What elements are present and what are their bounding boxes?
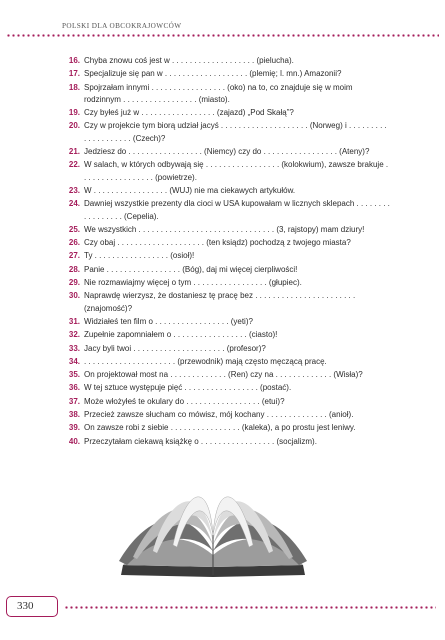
exercise-number: 23.: [68, 185, 80, 195]
exercise-text: Zupełnie zapomniałem o . . . . . . . . . . . . . . . . . (ciasto)!: [84, 330, 278, 340]
page-number-badge: [6, 596, 58, 617]
exercise-number: 39.: [68, 423, 80, 433]
exercise-item: [62, 264, 390, 276]
exercise-text: Jacy byli twoi . . . . . . . . . . . . . . . . . . . . . (profesor)?: [84, 343, 266, 353]
exercise-item: [62, 436, 390, 448]
exercise-item: [62, 146, 390, 158]
exercise-item: [62, 329, 390, 341]
exercise-number: 31.: [68, 316, 80, 326]
exercise-number: 24.: [68, 199, 80, 209]
exercise-number: 32.: [68, 330, 80, 340]
exercise-item: [62, 198, 390, 223]
exercise-number: 29.: [68, 278, 80, 288]
exercise-text: Panie . . . . . . . . . . . . . . . . . (Bóg), daj mi więcej cierpliwości!: [84, 264, 298, 274]
exercise-number: 17.: [68, 69, 80, 79]
exercise-item: [62, 120, 390, 145]
exercise-number: 33.: [68, 343, 80, 353]
exercise-number: 28.: [68, 264, 80, 274]
running-header-title: POLSKI DLA OBCOKRAJOWCÓW: [62, 22, 182, 30]
exercise-item: [62, 422, 390, 434]
exercise-item: [62, 82, 390, 107]
exercise-number: 20.: [68, 121, 80, 131]
exercise-text: Specjalizuje się pan w . . . . . . . . . . . . . . . . . . . (plemię; l. mn.) Amazonii?: [84, 69, 342, 79]
exercise-text: W salach, w których odbywają się . . . . . . . . . . . . . . . . . (kolokwium), zawsze brakuje . . . . . . . . . . . . . . . . . (powietrze).: [84, 160, 389, 182]
exercise-text: Nie rozmawiajmy więcej o tym . . . . . . . . . . . . . . . . . (głupiec).: [84, 278, 302, 288]
exercise-number: 26.: [68, 238, 80, 248]
exercise-item: [62, 316, 390, 328]
exercise-text: On zawsze robi z siebie . . . . . . . . . . . . . . . . (kaleka), a po prostu jest leniwy.: [84, 423, 356, 433]
exercise-item: [62, 224, 390, 236]
exercise-item: [62, 343, 390, 355]
exercise-text: Czy w projekcie tym biorą udział jacyś . . . . . . . . . . . . . . . . . . . . (Norweg) i . . . . . . . . . . . . . . . . . . . . (Czech)?: [84, 121, 387, 143]
exercise-number: 18.: [68, 82, 80, 92]
exercise-number: 40.: [68, 436, 80, 446]
exercise-item: [62, 237, 390, 249]
exercise-number: 36.: [68, 383, 80, 393]
exercise-text: Może włożyłeś te okulary do . . . . . . . . . . . . . . . . . (etui)?: [84, 396, 285, 406]
exercise-number: 22.: [68, 160, 80, 170]
footer-dotted-divider: [64, 606, 436, 609]
exercise-number: 34.: [68, 356, 80, 366]
exercise-item: [62, 382, 390, 394]
exercise-text: Czy obaj . . . . . . . . . . . . . . . . . . . . (ten ksiądz) pochodzą z twojego miasta?: [84, 238, 351, 248]
exercise-text: On projektował most na . . . . . . . . . . . . . (Ren) czy na . . . . . . . . . . . . . (Wisła)?: [84, 370, 363, 380]
exercise-text: Ty . . . . . . . . . . . . . . . . . (osioł)!: [84, 251, 195, 261]
exercise-item: [62, 277, 390, 289]
open-book-illustration: [113, 475, 313, 587]
exercise-text: Przecież zawsze słucham co mówisz, mój kochany . . . . . . . . . . . . . . (anioł).: [84, 410, 354, 420]
exercise-text: W tej sztuce występuje pięć . . . . . . . . . . . . . . . . . (postać).: [84, 383, 292, 393]
exercise-item: [62, 107, 390, 119]
exercise-item: [62, 55, 390, 67]
exercise-text: Naprawdę wierzysz, że dostaniesz tę pracę bez . . . . . . . . . . . . . . . . . . . . . . . (znajomość)?: [84, 291, 356, 313]
exercise-text: We wszystkich . . . . . . . . . . . . . . . . . . . . . . . . . . . . . . . (3, rajstopy) mam dziury!: [84, 224, 365, 234]
header-dotted-divider: [6, 34, 439, 37]
exercise-number: 21.: [68, 147, 80, 157]
exercise-item: [62, 396, 390, 408]
exercise-number: 37.: [68, 396, 80, 406]
exercise-item: [62, 159, 390, 184]
exercise-number: 38.: [68, 410, 80, 420]
exercise-number: 19.: [68, 108, 80, 118]
exercise-number: 35.: [68, 370, 80, 380]
exercise-number: 30.: [68, 291, 80, 301]
page-number: 330: [17, 600, 34, 612]
exercise-item: [62, 290, 390, 315]
exercise-text: Przeczytałam ciekawą książkę o . . . . . . . . . . . . . . . . . (socjalizm).: [84, 436, 317, 446]
exercise-text: Spojrzałam innymi . . . . . . . . . . . . . . . . . (oko) na to, co znajduje się w moim rodzinnym . . . . . . . . . . . . . . . . . (miasto).: [84, 82, 353, 104]
exercise-text: . . . . . . . . . . . . . . . . . . . . . (przewodnik) mają często męczącą pracę.: [84, 356, 327, 366]
exercise-text: Czy byłeś już w . . . . . . . . . . . . . . . . . (zajazd) „Pod Skałą”?: [84, 108, 294, 118]
exercise-item: [62, 409, 390, 421]
exercise-item: [62, 356, 390, 368]
exercise-item: [62, 250, 390, 262]
exercise-text: Widziałeś ten film o . . . . . . . . . . . . . . . . . (yeti)?: [84, 316, 253, 326]
exercise-number: 27.: [68, 251, 80, 261]
exercise-text: W . . . . . . . . . . . . . . . . . (WUJ) nie ma ciekawych artykułów.: [84, 185, 296, 195]
exercise-text: Jedziesz do . . . . . . . . . . . . . . . . . (Niemcy) czy do . . . . . . . . . . . . . . . . . (Ateny)?: [84, 147, 370, 157]
exercise-text: Chyba znowu coś jest w . . . . . . . . . . . . . . . . . . . (pielucha).: [84, 56, 294, 65]
exercise-item: [62, 369, 390, 381]
exercise-item: [62, 68, 390, 80]
exercise-item: [62, 185, 390, 197]
exercise-number: 25.: [68, 224, 80, 234]
exercise-list: [62, 55, 390, 449]
exercise-number: 16.: [68, 56, 80, 65]
exercise-text: Dawniej wszystkie prezenty dla cioci w USA kupowałam w licznych sklepach . . . . . . . . . . . . . . . . . (Cepelia).: [84, 199, 390, 221]
